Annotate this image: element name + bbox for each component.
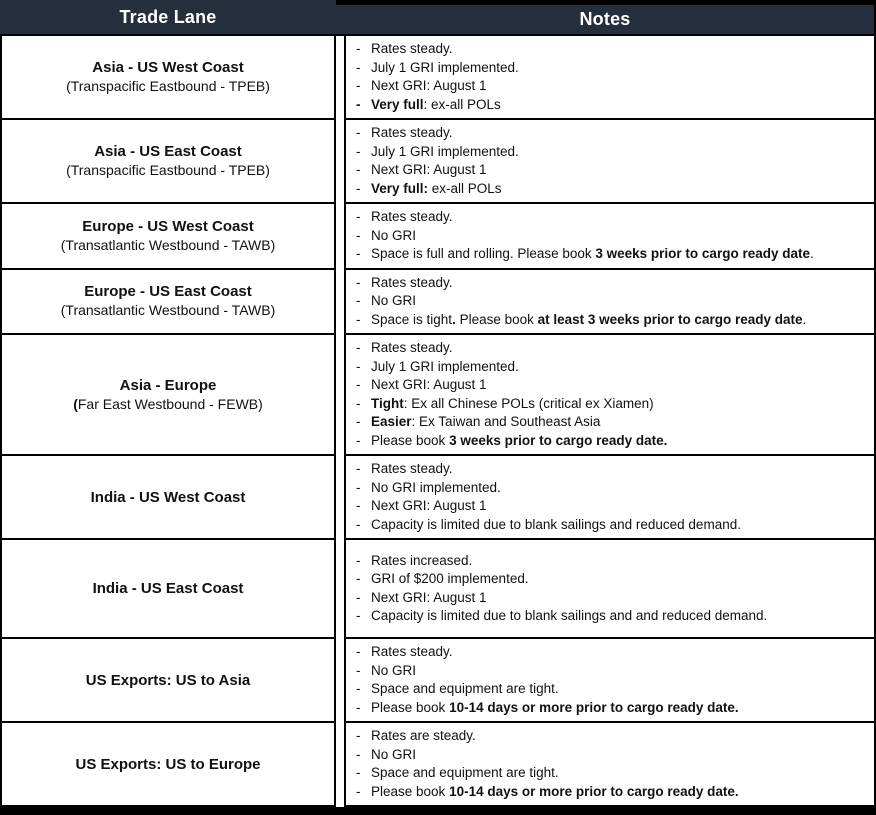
note-line	[354, 40, 866, 59]
note-text	[371, 643, 866, 662]
text-segment: No GRI	[371, 227, 417, 243]
notes-cell	[344, 120, 876, 204]
text-segment: Tight	[371, 395, 404, 411]
note-line	[354, 570, 866, 589]
note-text	[371, 143, 866, 162]
bullet-dash: -	[356, 395, 361, 411]
column-gap	[336, 639, 344, 723]
bullet-dash: -	[356, 246, 361, 261]
note-line	[354, 552, 866, 571]
column-gap	[336, 270, 344, 336]
trade-lane-title: US Exports: US to Europe	[75, 755, 261, 773]
bullet-dash: -	[356, 162, 361, 177]
trade-lane-cell	[0, 270, 336, 336]
note-text	[371, 96, 866, 115]
note-line	[354, 339, 866, 358]
note-line	[354, 208, 866, 227]
text-segment: 10-14 days or more prior to cargo ready date.	[449, 699, 739, 715]
note-text	[371, 413, 866, 432]
column-gap	[336, 120, 344, 204]
table-row	[0, 270, 876, 336]
notes-cell	[344, 335, 876, 456]
text-segment: July 1 GRI implemented.	[371, 59, 519, 75]
notes-cell	[344, 36, 876, 120]
note-text	[371, 479, 866, 498]
note-line	[354, 358, 866, 377]
notes-cell	[344, 639, 876, 723]
text-segment: : Ex all Chinese POLs (critical ex Xiamen)	[403, 395, 654, 411]
column-gap	[336, 723, 344, 807]
trade-lane-subtitle	[73, 395, 263, 414]
bullet-dash: -	[356, 589, 361, 605]
text-segment: Rates steady.	[371, 209, 453, 224]
text-segment: Rates steady.	[371, 461, 453, 476]
note-line	[354, 460, 866, 479]
note-text	[371, 680, 866, 699]
note-text	[371, 245, 866, 264]
table-row	[0, 36, 876, 120]
note-text	[371, 358, 866, 377]
table-row	[0, 723, 876, 807]
text-segment: Space is full and rolling. Please book	[371, 246, 596, 261]
bullet-dash: -	[356, 461, 361, 476]
note-text	[371, 607, 866, 626]
note-line	[354, 589, 866, 608]
text-segment: Please book	[455, 311, 538, 327]
note-text	[371, 311, 866, 330]
note-line	[354, 311, 866, 330]
note-line	[354, 680, 866, 699]
trade-lane-title: Europe - US East Coast	[84, 283, 252, 301]
bullet-dash: -	[356, 608, 361, 623]
text-segment: (Transatlantic Westbound - TAWB)	[60, 302, 276, 319]
trade-lane-title: US Exports: US to Asia	[85, 671, 251, 689]
bullet-dash: -	[356, 783, 361, 799]
bullet-dash: -	[356, 274, 361, 290]
bullet-dash: -	[356, 340, 361, 355]
bullet-dash: -	[356, 41, 361, 56]
note-line	[354, 227, 866, 246]
bullet-dash: -	[356, 662, 361, 678]
note-text	[371, 40, 866, 59]
note-text	[371, 699, 866, 718]
table-row	[0, 540, 876, 639]
note-text	[371, 208, 866, 227]
trade-lane-subtitle	[61, 236, 275, 255]
text-segment: Space and equipment are tight.	[371, 765, 559, 780]
text-segment: Capacity is limited due to blank sailings and and reduced demand.	[371, 608, 768, 623]
note-line	[354, 662, 866, 681]
text-segment: Please book	[371, 783, 450, 799]
bullet-dash: -	[356, 516, 361, 532]
note-text	[371, 497, 866, 516]
notes-cell	[344, 456, 876, 540]
bullet-dash: -	[356, 125, 361, 140]
note-line	[354, 77, 866, 96]
trade-lane-subtitle	[66, 161, 270, 180]
note-text	[371, 124, 866, 143]
note-line	[354, 413, 866, 432]
text-segment: No GRI	[371, 746, 417, 762]
text-segment: : Ex Taiwan and Southeast Asia	[411, 414, 601, 429]
note-line	[354, 746, 866, 765]
bullet-dash: -	[356, 311, 361, 327]
bullet-dash: -	[356, 498, 361, 513]
note-line	[354, 516, 866, 535]
text-segment: July 1 GRI implemented.	[371, 358, 519, 374]
text-segment: Next GRI: August 1	[371, 377, 487, 392]
table-row	[0, 639, 876, 723]
bullet-dash: -	[356, 552, 361, 568]
note-text	[371, 180, 866, 199]
text-segment: (Transpacific Eastbound - TPEB)	[66, 78, 270, 94]
trade-lane-title: Asia - US East Coast	[94, 143, 242, 160]
header-cell-notes	[336, 0, 876, 36]
header-label-notes: Notes	[579, 9, 631, 29]
note-text	[371, 460, 866, 479]
bullet-dash: -	[356, 358, 361, 374]
note-text	[371, 432, 866, 451]
bullet-dash: -	[356, 96, 361, 112]
text-segment: 3 weeks prior to cargo ready date.	[449, 432, 668, 448]
bullet-dash: -	[356, 728, 361, 743]
bullet-dash: -	[356, 699, 361, 715]
column-gap	[336, 204, 344, 270]
trade-lane-title: Asia - US West Coast	[92, 59, 244, 76]
text-segment: Space is tight	[371, 311, 453, 327]
text-segment: Rates steady.	[371, 644, 453, 659]
column-gap	[336, 456, 344, 540]
text-segment: No GRI	[371, 662, 417, 678]
text-segment: Please book	[371, 432, 450, 448]
bullet-dash: -	[356, 143, 361, 159]
trade-lane-cell	[0, 540, 336, 639]
table-row	[0, 120, 876, 204]
trade-lane-subtitle	[66, 77, 270, 96]
note-text	[371, 662, 866, 681]
bullet-dash: -	[356, 414, 361, 429]
note-text	[371, 727, 866, 746]
text-segment: Please book	[371, 699, 450, 715]
text-segment: Rates steady.	[371, 41, 453, 56]
table-header-row	[0, 0, 876, 36]
note-text	[371, 77, 866, 96]
column-gap	[336, 540, 344, 639]
note-line	[354, 245, 866, 264]
note-line	[354, 727, 866, 746]
trade-lane-cell	[0, 36, 336, 120]
trade-lane-title: India - US West Coast	[90, 488, 246, 506]
note-line	[354, 376, 866, 395]
note-line	[354, 59, 866, 78]
bullet-dash: -	[356, 78, 361, 93]
text-segment: .	[452, 311, 456, 327]
note-text	[371, 783, 866, 802]
bullet-dash: -	[356, 293, 361, 308]
note-line	[354, 497, 866, 516]
header-cell-trade-lane	[0, 0, 336, 36]
note-line	[354, 479, 866, 498]
text-segment: at least 3 weeks prior to cargo ready date	[537, 311, 803, 327]
bullet-dash: -	[356, 227, 361, 243]
note-text	[371, 516, 866, 535]
note-text	[371, 274, 866, 293]
text-segment: No GRI	[371, 293, 417, 308]
note-line	[354, 764, 866, 783]
bullet-dash: -	[356, 765, 361, 780]
bullet-dash: -	[356, 432, 361, 448]
note-text	[371, 161, 866, 180]
note-line	[354, 161, 866, 180]
table-bottom-border	[0, 807, 876, 815]
bullet-dash: -	[356, 180, 361, 196]
table-row	[0, 456, 876, 540]
text-segment: Rates steady.	[371, 340, 453, 355]
bullet-dash: -	[356, 571, 361, 586]
note-line	[354, 96, 866, 115]
note-line	[354, 643, 866, 662]
note-text	[371, 589, 866, 608]
bullet-dash: -	[356, 479, 361, 495]
text-segment: Next GRI: August 1	[371, 589, 487, 605]
text-segment: Easier	[371, 414, 412, 429]
text-segment: Rates steady.	[371, 274, 453, 290]
text-segment: Capacity is limited due to blank sailings and reduced demand.	[371, 516, 741, 532]
column-gap	[336, 335, 344, 456]
text-segment: GRI of $200 implemented.	[371, 571, 529, 586]
note-line	[354, 180, 866, 199]
notes-cell	[344, 204, 876, 270]
notes-cell	[344, 270, 876, 336]
trade-lane-cell	[0, 204, 336, 270]
bullet-dash: -	[356, 209, 361, 224]
note-line	[354, 274, 866, 293]
trade-lane-title: Europe - US West Coast	[82, 217, 254, 235]
note-line	[354, 395, 866, 414]
note-text	[371, 339, 866, 358]
column-gap	[336, 36, 344, 120]
notes-cell	[344, 540, 876, 639]
note-text	[371, 376, 866, 395]
trade-lane-title: India - US East Coast	[92, 580, 244, 597]
trade-lane-cell	[0, 639, 336, 723]
text-segment: (Transatlantic Westbound - TAWB)	[60, 236, 276, 253]
text-segment: 10-14 days or more prior to cargo ready date.	[449, 783, 739, 799]
text-segment: .	[809, 246, 814, 261]
trade-lane-cell	[0, 456, 336, 540]
note-text	[371, 395, 866, 414]
text-segment: Rates increased.	[371, 552, 473, 568]
table-body	[0, 36, 876, 807]
text-segment: (	[73, 395, 78, 412]
bullet-dash: -	[356, 746, 361, 762]
trade-lane-cell	[0, 723, 336, 807]
text-segment: Space and equipment are tight.	[371, 681, 559, 696]
note-text	[371, 552, 866, 571]
bullet-dash: -	[356, 644, 361, 659]
trade-lane-title: Asia - Europe	[119, 376, 217, 394]
text-segment: Next GRI: August 1	[371, 162, 487, 177]
note-text	[371, 227, 866, 246]
text-segment: Rates steady.	[371, 125, 453, 140]
table-row	[0, 204, 876, 270]
note-line	[354, 607, 866, 626]
text-segment: Next GRI: August 1	[371, 78, 487, 93]
trade-lane-subtitle	[61, 301, 275, 320]
text-segment: No GRI implemented.	[371, 479, 501, 495]
bullet-dash: -	[356, 59, 361, 75]
bullet-dash: -	[356, 377, 361, 392]
bullet-dash: -	[356, 681, 361, 696]
trade-lane-cell	[0, 335, 336, 456]
note-text	[371, 59, 866, 78]
note-text	[371, 292, 866, 311]
trade-lane-cell	[0, 120, 336, 204]
note-line	[354, 143, 866, 162]
text-segment: July 1 GRI implemented.	[371, 143, 519, 159]
note-line	[354, 124, 866, 143]
note-line	[354, 432, 866, 451]
header-label-trade-lane: Trade Lane	[119, 6, 217, 27]
notes-cell	[344, 723, 876, 807]
text-segment: Far East Westbound - FEWB)	[77, 395, 263, 412]
note-text	[371, 764, 866, 783]
note-line	[354, 699, 866, 718]
text-segment: ex-all POLs	[428, 180, 502, 196]
text-segment: Rates are steady.	[371, 728, 476, 743]
text-segment: .	[802, 311, 807, 327]
text-segment: (Transpacific Eastbound - TPEB)	[66, 162, 270, 178]
note-text	[371, 746, 866, 765]
note-text	[371, 570, 866, 589]
text-segment: Very full	[371, 96, 424, 112]
note-line	[354, 292, 866, 311]
table-row	[0, 335, 876, 456]
text-segment: : ex-all POLs	[423, 96, 501, 112]
text-segment: Next GRI: August 1	[371, 498, 487, 513]
text-segment: 3 weeks prior to cargo ready date	[595, 246, 810, 261]
note-line	[354, 783, 866, 802]
text-segment: Very full:	[371, 180, 429, 196]
